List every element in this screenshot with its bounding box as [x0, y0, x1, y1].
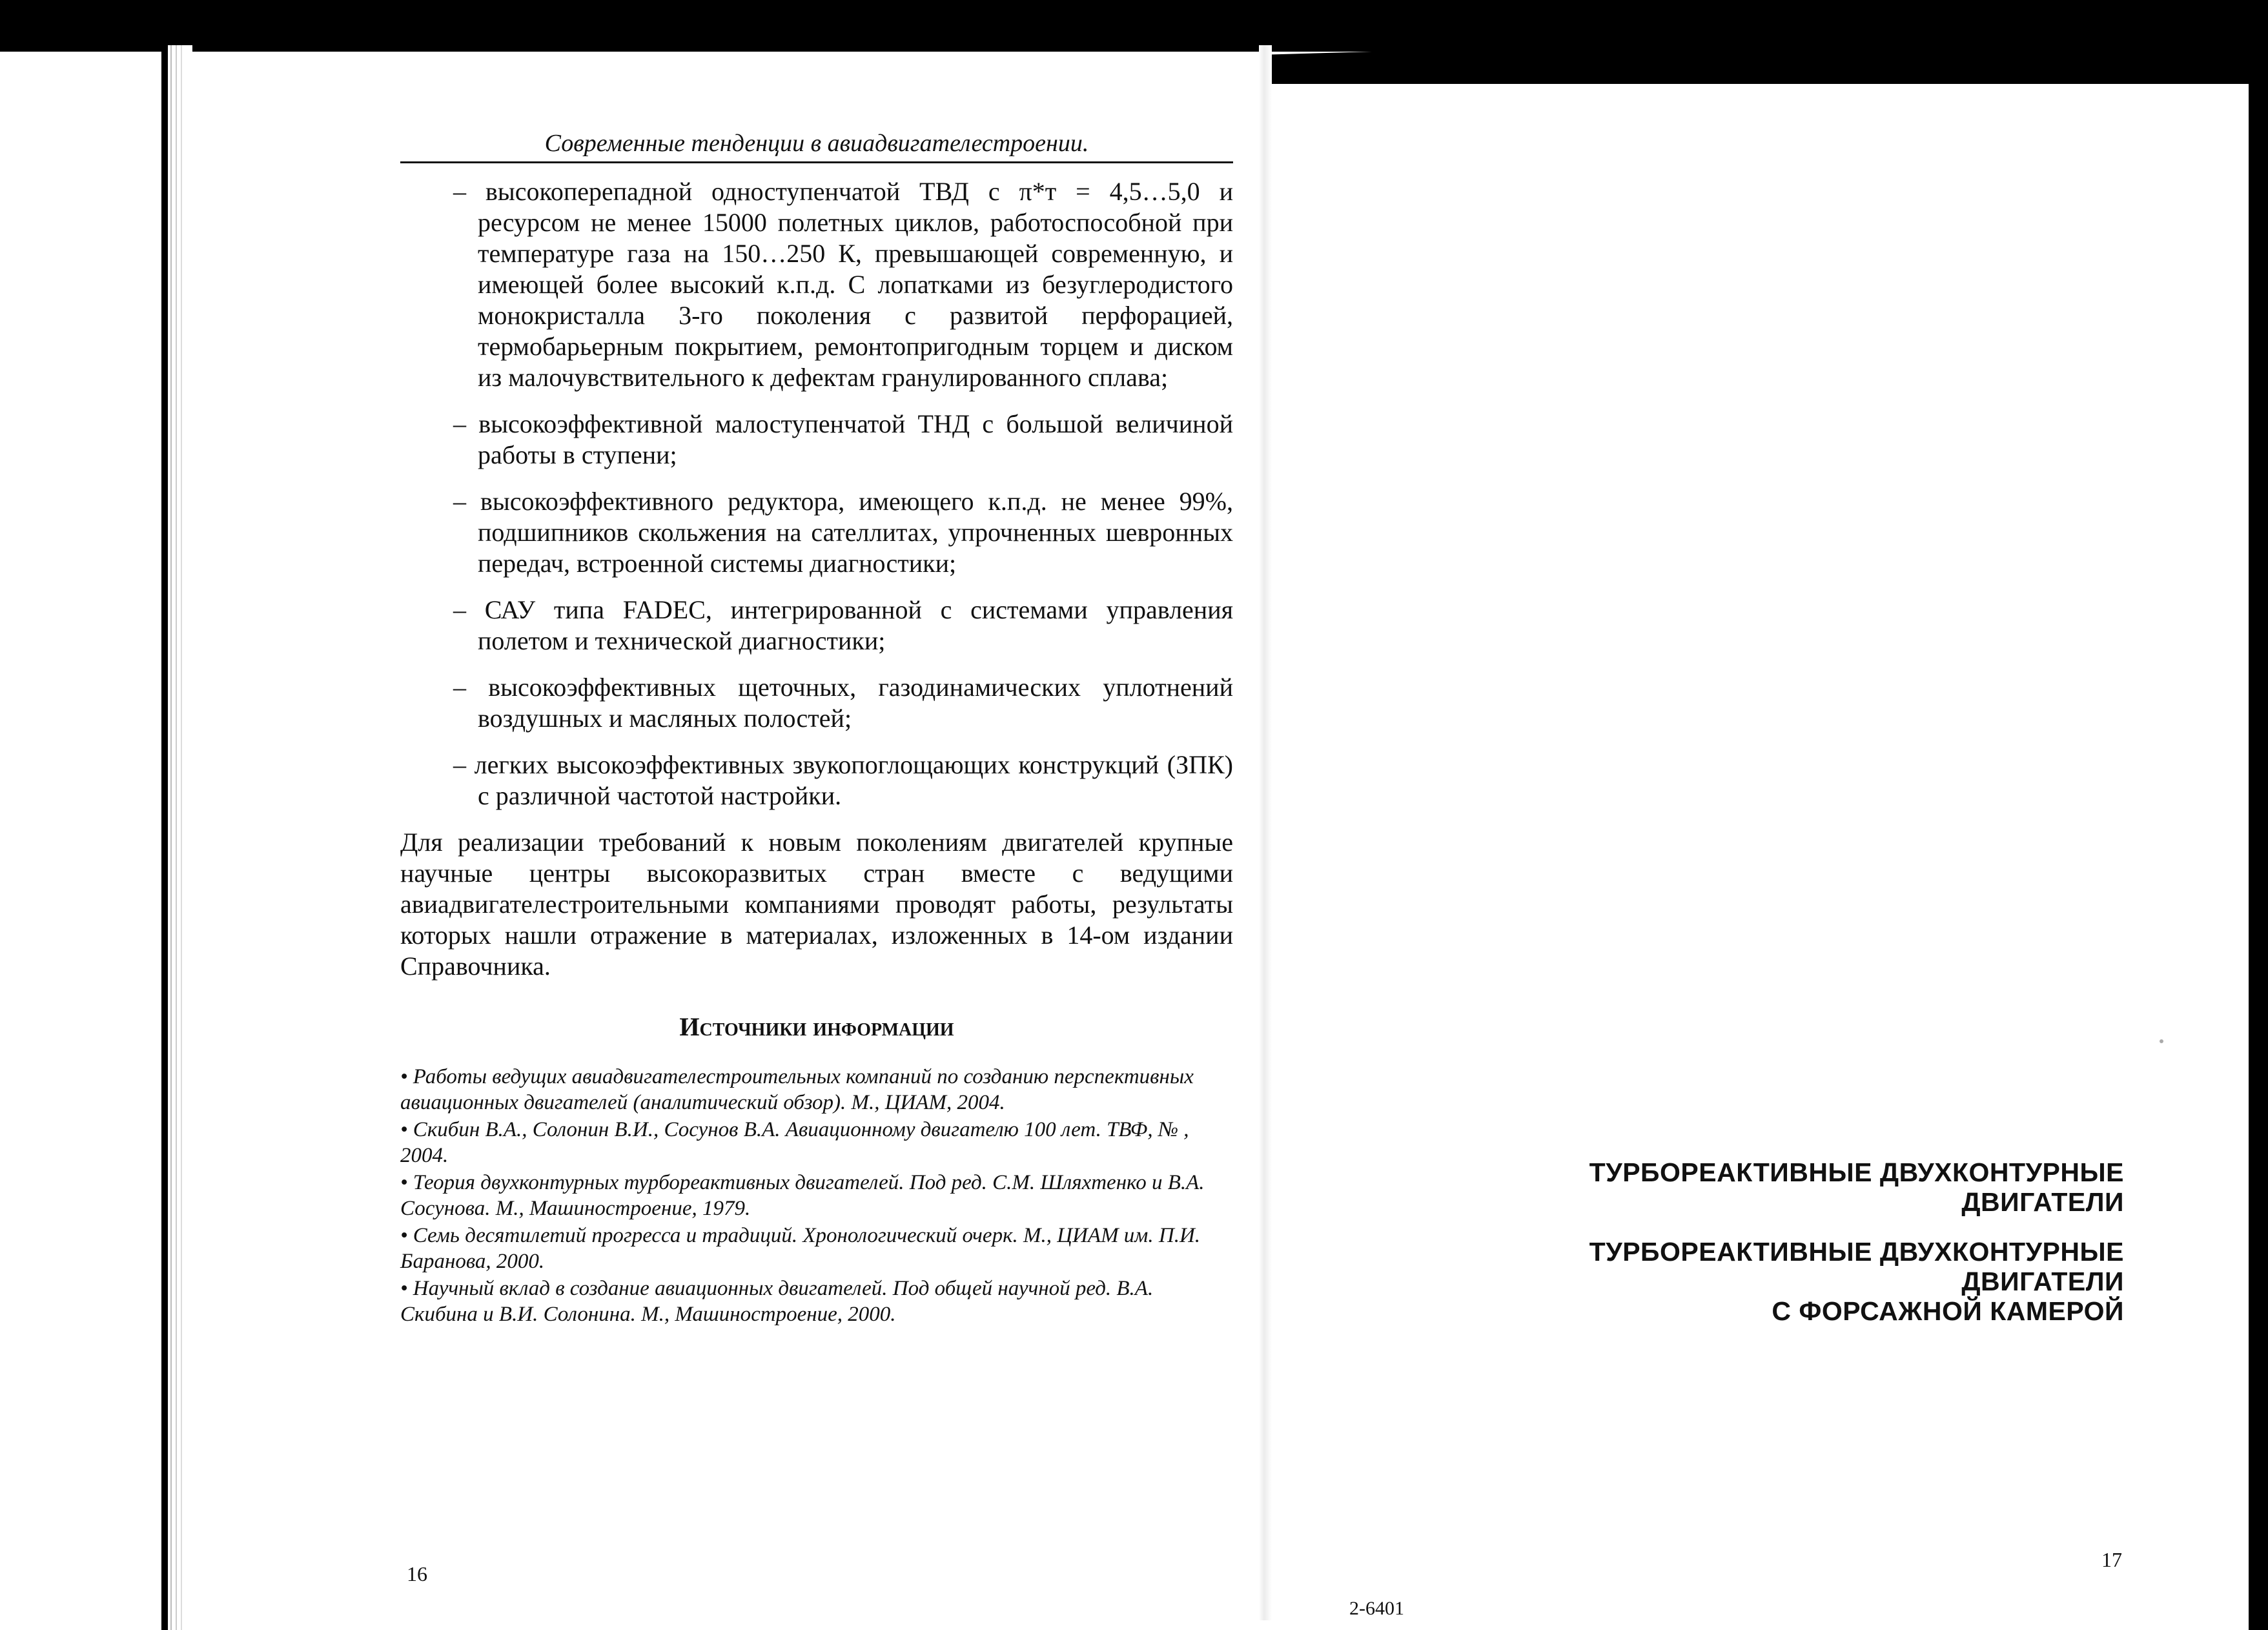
sources-list [400, 1064, 1233, 1327]
list-item: – легких высокоэффективных звукопоглощающих конструкций (ЗПК) с различной частотой настройки. [453, 750, 1233, 810]
section-title-2-line: ТУРБОРЕАКТИВНЫЕ ДВУХКОНТУРНЫЕ [1589, 1237, 2124, 1267]
page-stack-edge [161, 45, 192, 1630]
left-page [400, 129, 1233, 1329]
signature-mark: 2-6401 [1349, 1598, 1404, 1619]
body-paragraph: Для реализации требований к новым поколениям двигателей крупные научные центры высокоразвитых стран вместе с ведущими авиадвигателестроительными компаниями проводят работы, результаты которых нашли отражение в материалах, изложенных в 14-ом издании Справочника. [400, 828, 1233, 981]
book-spine [1259, 45, 1272, 1620]
list-item: – высокоэффективного редуктора, имеющего к.п.д. не менее 99%, подшипников скольжения на сателлитах, упрочненных шевронных передач, встроенной системы диагностики; [453, 487, 1233, 578]
source-item: • Скибин В.А., Солонин В.И., Сосунов В.А. Авиационному двигателю 100 лет. ТВФ, № , 2004. [400, 1118, 1189, 1167]
scan-speck [2160, 1039, 2163, 1043]
running-head: Современные тенденции в авиадвигателестроении. [400, 129, 1233, 163]
list-item: – высокоэффективных щеточных, газодинамических уплотнений воздушных и масляных полостей; [453, 673, 1233, 733]
section-title-1-line: ТУРБОРЕАКТИВНЫЕ ДВУХКОНТУРНЫЕ [1589, 1157, 2124, 1187]
section-title-2 [1485, 1237, 2124, 1326]
sources-heading: Источники информации [679, 1012, 954, 1041]
source-item: • Научный вклад в создание авиационных двигателей. Под общей научной ред. В.А. Скибина и В.И. Солонина. М., Машиностроение, 2000. [400, 1277, 1154, 1326]
section-title-2-line: ДВИГАТЕЛИ [1961, 1267, 2124, 1296]
list-item: – САУ типа FADEC, интегрированной с системами управления полетом и технической диагностики; [453, 595, 1233, 655]
list-item: – высокоэффективной малоступенчатой ТНД с большой величиной работы в ступени; [453, 409, 1233, 469]
scan-border-right [2249, 0, 2268, 1630]
source-item: • Семь десятилетий прогресса и традиций. Хронологический очерк. М., ЦИАМ им. П.И. Баранова, 2000. [400, 1224, 1201, 1273]
source-item: • Работы ведущих авиадвигателестроительных компаний по созданию перспективных авиационных двигателей (аналитический обзор). М., ЦИАМ, 2004. [400, 1065, 1194, 1114]
section-title-2-line: С ФОРСАЖНОЙ КАМЕРОЙ [1772, 1296, 2124, 1326]
list-item: – высокоперепадной одноступенчатой ТВД с π*т = 4,5…5,0 и ресурсом не менее 15000 полетных циклов, работоспособной при температуре газа на 150…250 К, превышающей современную, и имеющей более высокий к.п.д. С лопатками из безуглеродистого монокристалла 3-го поколения с развитой перфорацией, термобарьерным покрытием, ремонтопригодным торцем и диском из малочувствительного к дефектам гранулированного сплава; [453, 177, 1233, 392]
source-item: • Теория двухконтурных турбореактивных двигателей. Под ред. С.М. Шляхтенко и В.А. Сосунова. М., Машиностроение, 1979. [400, 1171, 1205, 1220]
section-title-1 [1485, 1157, 2124, 1217]
page-number-right: 17 [2101, 1548, 2122, 1571]
page-number-left: 16 [407, 1562, 427, 1585]
requirements-list [400, 176, 1233, 811]
section-title-1-line: ДВИГАТЕЛИ [1961, 1187, 2124, 1217]
